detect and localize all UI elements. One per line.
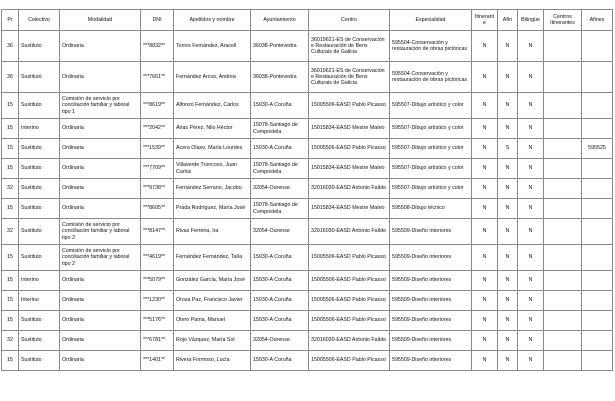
cell-dni: ***7661** <box>141 62 174 93</box>
cell-centro: 15005506-EASD Pablo Picasso <box>309 291 390 311</box>
cell-apellidos-nombre: Fernández Fernández, Talía <box>174 245 251 271</box>
cell-afines <box>582 271 613 291</box>
cell-dni: ***6781** <box>141 331 174 351</box>
table-row <box>2 245 613 271</box>
cell-afin: N <box>498 179 518 199</box>
cell-ayuntamiento: 15030-A Coruña <box>251 245 309 271</box>
cell-colectivo: Sustituto <box>19 179 60 199</box>
cell-bilingue: N <box>518 199 544 219</box>
cell-dni: ***8147** <box>141 219 174 245</box>
cell-afin: N <box>498 351 518 371</box>
cell-dni: ***2042** <box>141 119 174 139</box>
cell-afin: N <box>498 271 518 291</box>
cell-dni: ***8605** <box>141 199 174 219</box>
cell-afines <box>582 331 613 351</box>
cell-afin: N <box>498 331 518 351</box>
cell-centro: 32016030-EASD Antonio Faílde <box>309 219 390 245</box>
header-colectivo: Colectivo <box>19 10 60 31</box>
cell-ayuntamiento: 15078-Santiago de Compostela <box>251 119 309 139</box>
cell-apellidos-nombre: Rivera Formoso, Lucía <box>174 351 251 371</box>
cell-pr: 32 <box>2 219 19 245</box>
cell-afin: N <box>498 62 518 93</box>
cell-centros-itinerantes <box>544 62 582 93</box>
cell-apellidos-nombre: Fernández Serrano, Jacobo <box>174 179 251 199</box>
cell-especialidad: 595504-Conservación y restauración de obras pictóricas <box>390 62 472 93</box>
cell-ayuntamiento: 15030-A Coruña <box>251 351 309 371</box>
cell-ayuntamiento: 15030-A Coruña <box>251 291 309 311</box>
cell-bilingue: N <box>518 291 544 311</box>
cell-pr: 15 <box>2 119 19 139</box>
cell-dni: ***4619** <box>141 245 174 271</box>
cell-centro: 15005506-EASD Pablo Picasso <box>309 351 390 371</box>
cell-pr: 36 <box>2 31 19 62</box>
header-bilingue: Bilingüe <box>518 10 544 31</box>
cell-especialidad: 595509-Diseño interiores <box>390 311 472 331</box>
table-row <box>2 119 613 139</box>
cell-colectivo: Sustituto <box>19 311 60 331</box>
cell-modalidad: Ordinaria <box>60 199 141 219</box>
cell-bilingue: N <box>518 245 544 271</box>
cell-centro: 15005506-EASD Pablo Picasso <box>309 245 390 271</box>
header-centros-itinerantes: Centros Itinerantes <box>544 10 582 31</box>
cell-centro: 15015834-EASD Mestre Mateo <box>309 119 390 139</box>
table-row <box>2 139 613 159</box>
cell-afin: N <box>498 31 518 62</box>
cell-itinerante: N <box>472 331 498 351</box>
header-afines: Afines <box>582 10 613 31</box>
cell-centros-itinerantes <box>544 93 582 119</box>
cell-pr: 32 <box>2 331 19 351</box>
cell-especialidad: 595509-Diseño interiores <box>390 271 472 291</box>
cell-afines: 595525 <box>582 139 613 159</box>
cell-centro: 15005506-EASD Pablo Picasso <box>309 139 390 159</box>
cell-colectivo: Sustituto <box>19 219 60 245</box>
cell-especialidad: 595507-Dibujo artístico y color <box>390 179 472 199</box>
table-row <box>2 219 613 245</box>
cell-dni: ***5079** <box>141 271 174 291</box>
cell-apellidos-nombre: Torres Fernández, Aracell <box>174 31 251 62</box>
cell-modalidad: Ordinaria <box>60 331 141 351</box>
cell-bilingue: N <box>518 219 544 245</box>
cell-afines <box>582 31 613 62</box>
cell-pr: 15 <box>2 199 19 219</box>
cell-especialidad: 595504-Conservación y restauración de obras pictóricas <box>390 31 472 62</box>
cell-dni: ***8619** <box>141 93 174 119</box>
cell-dni: ***5176** <box>141 311 174 331</box>
cell-pr: 36 <box>2 62 19 93</box>
cell-itinerante: N <box>472 311 498 331</box>
cell-itinerante: N <box>472 119 498 139</box>
cell-itinerante: N <box>472 31 498 62</box>
cell-apellidos-nombre: González García, María José <box>174 271 251 291</box>
cell-apellidos-nombre: Arias Pérez, Nilo Héctor <box>174 119 251 139</box>
table-row <box>2 351 613 371</box>
cell-centros-itinerantes <box>544 139 582 159</box>
cell-especialidad: 595509-Diseño interiores <box>390 331 472 351</box>
cell-colectivo: Sustituto <box>19 93 60 119</box>
cell-modalidad: Ordinaria <box>60 179 141 199</box>
cell-apellidos-nombre: Rivas Ferreira, Ira <box>174 219 251 245</box>
cell-pr: 15 <box>2 159 19 179</box>
header-row <box>2 10 613 31</box>
cell-pr: 32 <box>2 179 19 199</box>
cell-afin: N <box>498 159 518 179</box>
cell-ayuntamiento: 36038-Pontevedra <box>251 31 309 62</box>
cell-afines <box>582 179 613 199</box>
table-row <box>2 331 613 351</box>
cell-dni: ***9738** <box>141 179 174 199</box>
cell-pr: 15 <box>2 245 19 271</box>
cell-apellidos-nombre: Rojo Vázquez, María Sol <box>174 331 251 351</box>
cell-modalidad: Comisión de servicio por conciliación familiar y laboral tipo 2 <box>60 219 141 245</box>
header-ayuntamiento: Ayuntamiento <box>251 10 309 31</box>
assignments-table <box>1 9 613 371</box>
cell-ayuntamiento: 15030-A Coruña <box>251 311 309 331</box>
cell-itinerante: N <box>472 245 498 271</box>
cell-modalidad: Comisión de servicio por conciliación familiar y laboral tipo 1 <box>60 93 141 119</box>
cell-ayuntamiento: 32054-Ourense <box>251 179 309 199</box>
cell-modalidad: Comisión de servicio por conciliación familiar y laboral tipo 2 <box>60 245 141 271</box>
cell-especialidad: 595507-Dibujo artístico y color <box>390 159 472 179</box>
cell-itinerante: N <box>472 62 498 93</box>
cell-colectivo: Interino <box>19 271 60 291</box>
table-row <box>2 271 613 291</box>
cell-centros-itinerantes <box>544 271 582 291</box>
cell-afines <box>582 62 613 93</box>
cell-pr: 15 <box>2 351 19 371</box>
cell-itinerante: N <box>472 219 498 245</box>
cell-afines <box>582 219 613 245</box>
cell-bilingue: N <box>518 119 544 139</box>
cell-colectivo: Sustituto <box>19 199 60 219</box>
cell-colectivo: Sustituto <box>19 31 60 62</box>
cell-afines <box>582 93 613 119</box>
cell-bilingue: N <box>518 271 544 291</box>
cell-dni: ***1539** <box>141 139 174 159</box>
cell-bilingue: N <box>518 311 544 331</box>
table-row <box>2 179 613 199</box>
cell-bilingue: N <box>518 351 544 371</box>
cell-bilingue: N <box>518 62 544 93</box>
cell-modalidad: Ordinaria <box>60 119 141 139</box>
cell-modalidad: Ordinaria <box>60 62 141 93</box>
cell-afin: N <box>498 219 518 245</box>
cell-ayuntamiento: 32054-Ourense <box>251 219 309 245</box>
cell-itinerante: N <box>472 93 498 119</box>
cell-itinerante: N <box>472 179 498 199</box>
table-body <box>2 31 613 371</box>
cell-bilingue: N <box>518 139 544 159</box>
cell-apellidos-nombre: Otero Pama, Manuel <box>174 311 251 331</box>
cell-itinerante: N <box>472 139 498 159</box>
header-apellidos: Apellidos y nombre <box>174 10 251 31</box>
table-row <box>2 291 613 311</box>
cell-especialidad: 595508-Dibujo técnico <box>390 199 472 219</box>
cell-especialidad: 595507-Dibujo artístico y color <box>390 93 472 119</box>
cell-centro: 36019621-ES de Conservación e Restauración de Bens Culturais de Galicia <box>309 31 390 62</box>
cell-colectivo: Sustituto <box>19 245 60 271</box>
cell-centros-itinerantes <box>544 119 582 139</box>
cell-especialidad: 595509-Diseño interiores <box>390 245 472 271</box>
cell-colectivo: Sustituto <box>19 139 60 159</box>
cell-centros-itinerantes <box>544 331 582 351</box>
cell-bilingue: N <box>518 31 544 62</box>
cell-afin: S <box>498 139 518 159</box>
cell-bilingue: N <box>518 159 544 179</box>
cell-dni: ***1230** <box>141 291 174 311</box>
cell-ayuntamiento: 32054-Ourense <box>251 331 309 351</box>
table-row <box>2 159 613 179</box>
table-row <box>2 311 613 331</box>
cell-centro: 15005506-EASD Pablo Picasso <box>309 93 390 119</box>
cell-apellidos-nombre: Orosa Paz, Francisco Javier <box>174 291 251 311</box>
header-pr: Pr <box>2 10 19 31</box>
cell-especialidad: 595509-Diseño interiores <box>390 351 472 371</box>
cell-ayuntamiento: 15078-Santiago de Compostela <box>251 159 309 179</box>
cell-pr: 15 <box>2 271 19 291</box>
cell-apellidos-nombre: Villaverde Troncoso, Juan Carlos <box>174 159 251 179</box>
cell-pr: 15 <box>2 291 19 311</box>
cell-centro: 15015834-EASD Mestre Mateo <box>309 199 390 219</box>
cell-itinerante: N <box>472 271 498 291</box>
cell-afines <box>582 351 613 371</box>
header-afin: Afín <box>498 10 518 31</box>
cell-afin: N <box>498 119 518 139</box>
cell-colectivo: Sustituto <box>19 331 60 351</box>
cell-bilingue: N <box>518 179 544 199</box>
cell-afin: N <box>498 199 518 219</box>
cell-colectivo: Sustituto <box>19 62 60 93</box>
cell-centro: 15005506-EASD Pablo Picasso <box>309 271 390 291</box>
cell-apellidos-nombre: Alfonzo Fernández, Carlos <box>174 93 251 119</box>
cell-modalidad: Ordinaria <box>60 159 141 179</box>
cell-afines <box>582 159 613 179</box>
cell-dni: ***7709** <box>141 159 174 179</box>
cell-centros-itinerantes <box>544 179 582 199</box>
cell-ayuntamiento: 36038-Pontevedra <box>251 62 309 93</box>
cell-centro: 32016030-EASD Antonio Faílde <box>309 331 390 351</box>
cell-colectivo: Interino <box>19 119 60 139</box>
cell-itinerante: N <box>472 159 498 179</box>
cell-bilingue: N <box>518 93 544 119</box>
cell-apellidos-nombre: Acera Olaso, María Lourdes <box>174 139 251 159</box>
cell-centro: 15005506-EASD Pablo Picasso <box>309 311 390 331</box>
cell-modalidad: Ordinaria <box>60 271 141 291</box>
cell-modalidad: Ordinaria <box>60 291 141 311</box>
cell-centros-itinerantes <box>544 199 582 219</box>
cell-colectivo: Sustituto <box>19 159 60 179</box>
cell-pr: 15 <box>2 93 19 119</box>
table-row <box>2 31 613 62</box>
table-row <box>2 199 613 219</box>
cell-especialidad: 595509-Diseño interiores <box>390 219 472 245</box>
header-especialidad: Especialidad <box>390 10 472 31</box>
cell-ayuntamiento: 15030-A Coruña <box>251 93 309 119</box>
cell-centro: 36019621-ES de Conservación e Restauración de Bens Culturais de Galicia <box>309 62 390 93</box>
cell-pr: 15 <box>2 139 19 159</box>
cell-itinerante: N <box>472 199 498 219</box>
cell-ayuntamiento: 15030-A Coruña <box>251 271 309 291</box>
cell-dni: ***1401** <box>141 351 174 371</box>
cell-centros-itinerantes <box>544 351 582 371</box>
cell-afin: N <box>498 245 518 271</box>
cell-colectivo: Interino <box>19 291 60 311</box>
header-centro: Centro <box>309 10 390 31</box>
cell-centros-itinerantes <box>544 219 582 245</box>
cell-ayuntamiento: 15030-A Coruña <box>251 139 309 159</box>
cell-apellidos-nombre: Fernández Arcos, Andrea <box>174 62 251 93</box>
cell-modalidad: Ordinaria <box>60 311 141 331</box>
cell-itinerante: N <box>472 291 498 311</box>
cell-modalidad: Ordinaria <box>60 351 141 371</box>
header-itinerante: Itinerante <box>472 10 498 31</box>
cell-centros-itinerantes <box>544 311 582 331</box>
cell-centro: 32016030-EASD Antonio Faílde <box>309 179 390 199</box>
cell-pr: 15 <box>2 311 19 331</box>
cell-afin: N <box>498 291 518 311</box>
cell-modalidad: Ordinaria <box>60 31 141 62</box>
cell-especialidad: 595507-Dibujo artístico y color <box>390 139 472 159</box>
cell-afines <box>582 119 613 139</box>
cell-especialidad: 595507-Dibujo artístico y color <box>390 119 472 139</box>
cell-afines <box>582 291 613 311</box>
cell-afin: N <box>498 93 518 119</box>
cell-colectivo: Sustituto <box>19 351 60 371</box>
header-modalidad: Modalidad <box>60 10 141 31</box>
cell-centros-itinerantes <box>544 245 582 271</box>
cell-bilingue: N <box>518 331 544 351</box>
cell-afines <box>582 311 613 331</box>
header-dni: DNI <box>141 10 174 31</box>
cell-centro: 15015834-EASD Mestre Mateo <box>309 159 390 179</box>
cell-itinerante: N <box>472 351 498 371</box>
cell-ayuntamiento: 15078-Santiago de Compostela <box>251 199 309 219</box>
table-row <box>2 93 613 119</box>
table-row <box>2 62 613 93</box>
cell-afines <box>582 245 613 271</box>
cell-centros-itinerantes <box>544 31 582 62</box>
cell-afines <box>582 199 613 219</box>
cell-centros-itinerantes <box>544 159 582 179</box>
cell-centros-itinerantes <box>544 291 582 311</box>
cell-dni: ***8832** <box>141 31 174 62</box>
cell-apellidos-nombre: Prada Rodríguez, María José <box>174 199 251 219</box>
cell-modalidad: Ordinaria <box>60 139 141 159</box>
cell-especialidad: 595509-Diseño interiores <box>390 291 472 311</box>
cell-afin: N <box>498 311 518 331</box>
